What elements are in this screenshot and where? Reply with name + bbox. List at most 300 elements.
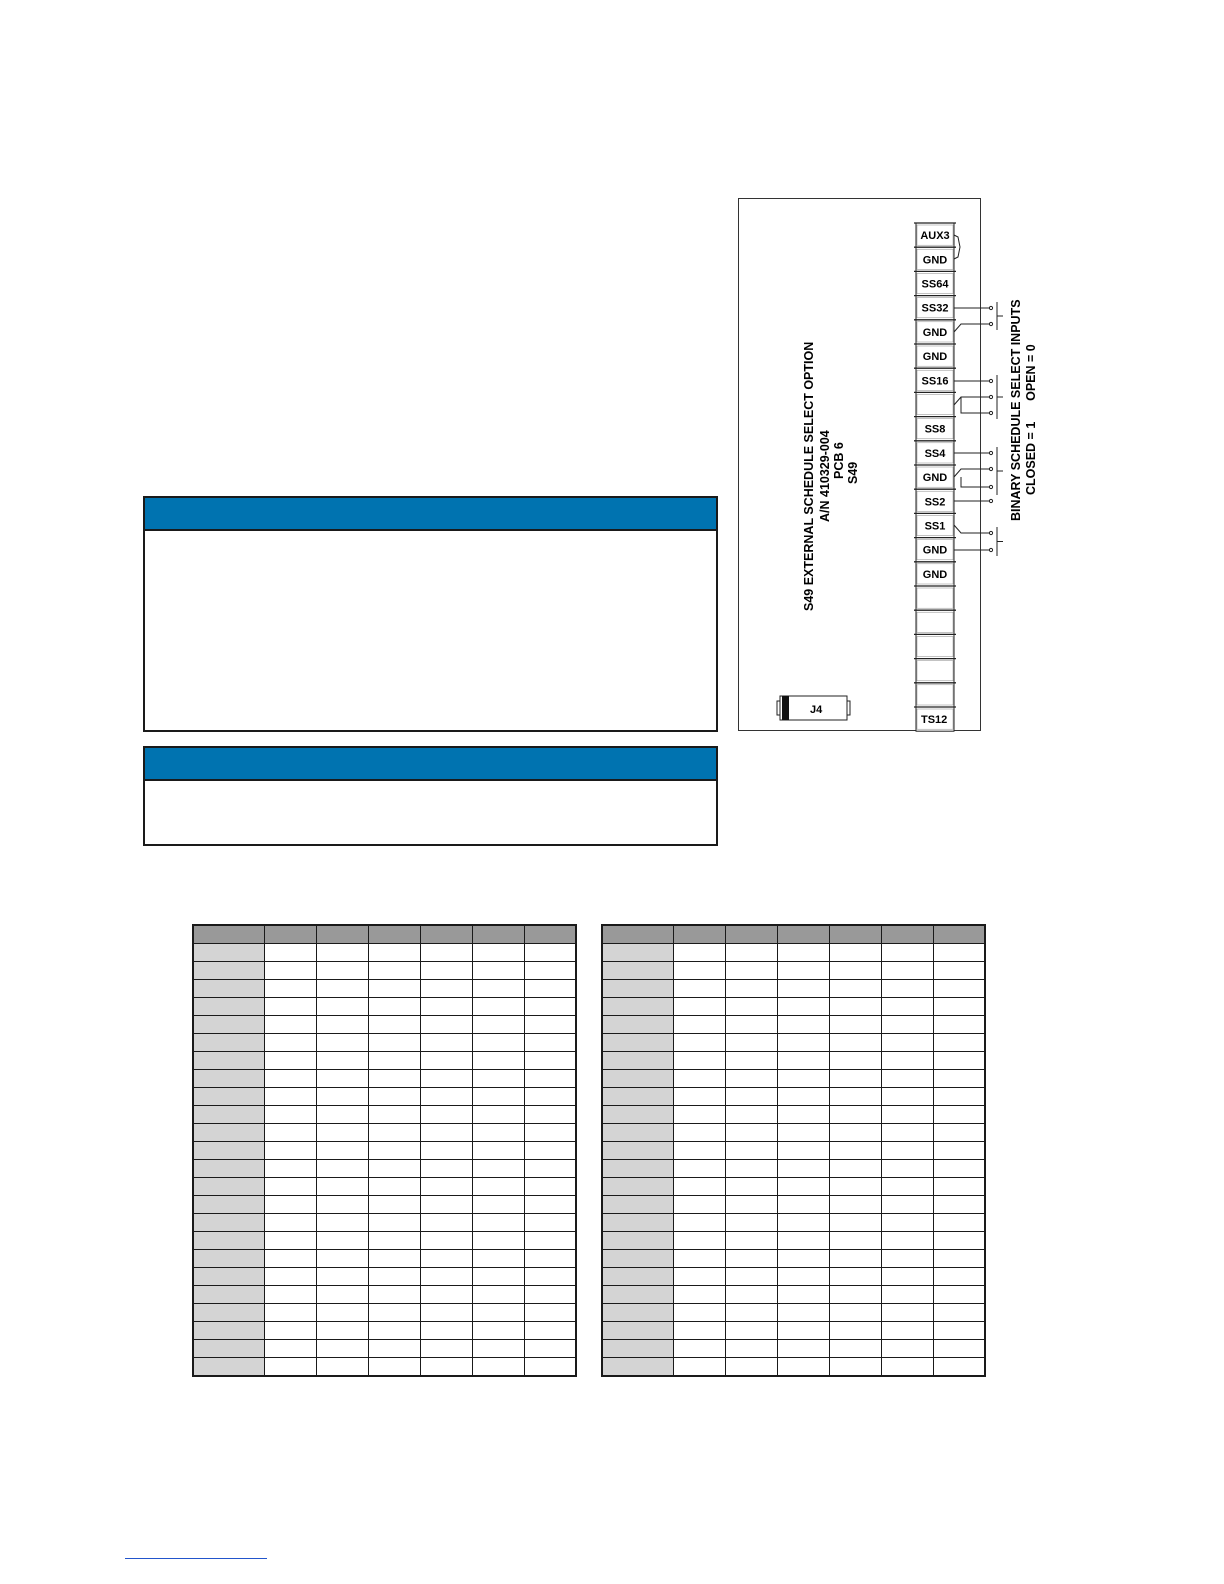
table-cell [777,1304,829,1322]
terminal-label: AUX3 [920,230,950,243]
table-cell [674,1214,726,1232]
table-cell [265,980,317,998]
table-row-header-cell [602,1214,674,1232]
table-cell [420,1106,472,1124]
table-row-header-cell [193,1322,265,1340]
wires [954,235,1003,556]
table-cell [316,1142,368,1160]
switch-contact [989,548,992,551]
table-row-header-cell [193,962,265,980]
table-row-header-cell [193,1358,265,1377]
table-header-cell [316,925,368,944]
table-cell [316,1052,368,1070]
table-cell [777,1340,829,1358]
table-cell [777,1034,829,1052]
table-row [602,1124,985,1142]
table-cell [777,1322,829,1340]
table-cell [933,1304,985,1322]
table-cell [472,1016,524,1034]
table-cell [777,1358,829,1377]
table-row [193,1340,576,1358]
table-cell [933,1142,985,1160]
table-cell [777,1124,829,1142]
table-cell [933,1286,985,1304]
table-row-header-cell [193,998,265,1016]
table-cell [881,1340,933,1358]
table-cell [674,1088,726,1106]
schedule-table-right [601,924,986,1377]
table-cell [933,1106,985,1124]
table-cell [674,1124,726,1142]
table-row [602,1322,985,1340]
table-cell [829,1304,881,1322]
table-row [193,1052,576,1070]
table-cell [472,998,524,1016]
table-cell [933,1322,985,1340]
table-row-header-cell [193,1250,265,1268]
table-cell [933,1034,985,1052]
table-cell [265,1034,317,1052]
table-cell [725,1268,777,1286]
table-cell [420,1034,472,1052]
table-cell [316,1196,368,1214]
table-cell [420,1070,472,1088]
table-cell [725,1196,777,1214]
table-header-row [193,925,576,944]
table-cell [316,1106,368,1124]
table-cell [472,1142,524,1160]
terminal-label: SS1 [924,520,946,533]
table-cell [777,1214,829,1232]
table-cell [420,962,472,980]
table-cell [829,1340,881,1358]
table-cell [777,1142,829,1160]
table-cell [777,1106,829,1124]
table-cell [777,1178,829,1196]
table-header-cell [829,925,881,944]
table-cell [829,980,881,998]
table-row [602,1160,985,1178]
table-cell [881,1322,933,1340]
table-row-header-cell [193,1124,265,1142]
table-cell [265,1178,317,1196]
table-cell [777,1088,829,1106]
table-cell [725,1124,777,1142]
table-cell [265,1142,317,1160]
table-cell [674,1142,726,1160]
table-header-cell [193,925,265,944]
table-row-header-cell [193,1178,265,1196]
diagram-title-line-4: S49 [846,461,860,484]
table-cell [316,944,368,962]
table-cell [725,1304,777,1322]
switch-contact [989,531,992,534]
table-row [602,998,985,1016]
table-header-cell [777,925,829,944]
terminal-label: GND [922,326,948,339]
table-cell [524,1070,576,1088]
table-cell [368,1160,420,1178]
wire [954,324,989,332]
table-cell [674,1106,726,1124]
table-cell [881,944,933,962]
table-row [193,998,576,1016]
table-row [193,1160,576,1178]
table-cell [420,1304,472,1322]
table-cell [933,1232,985,1250]
connector-j4 [777,696,850,720]
table-cell [265,1268,317,1286]
table-row [193,1034,576,1052]
diagram-title-line-1: S49 EXTERNAL SCHEDULE SELECT OPTION [802,341,816,611]
table-cell [368,1340,420,1358]
table-cell [368,1142,420,1160]
table-cell [368,1034,420,1052]
note-box-1-banner [145,498,716,531]
table-cell [881,1160,933,1178]
table-cell [881,1178,933,1196]
table-cell [725,944,777,962]
wire [954,525,989,533]
wiring-diagram [738,198,1038,731]
table-cell [829,1142,881,1160]
table-row-header-cell [193,1196,265,1214]
table-cell [777,1196,829,1214]
table-cell [725,1358,777,1377]
table-cell [674,1286,726,1304]
table-cell [265,1106,317,1124]
table-cell [933,980,985,998]
table-cell [368,1052,420,1070]
table-cell [368,998,420,1016]
table-cell [933,1088,985,1106]
table-cell [368,1124,420,1142]
table-cell [829,1232,881,1250]
table-header-cell [420,925,472,944]
table-row [602,1232,985,1250]
terminal-block-label: TS12 [921,714,948,726]
footer-rule [125,1558,267,1559]
terminal-label: SS16 [921,375,949,388]
table-cell [420,1178,472,1196]
table-cell [472,1106,524,1124]
table-cell [316,1286,368,1304]
table-cell [829,962,881,980]
table-cell [674,1232,726,1250]
table-cell [265,1304,317,1322]
table-cell [420,1088,472,1106]
table-cell [420,1142,472,1160]
table-cell [725,1016,777,1034]
table-row [602,1034,985,1052]
table-cell [316,1160,368,1178]
table-row [193,1088,576,1106]
table-cell [881,1088,933,1106]
table-cell [725,980,777,998]
table-row-header-cell [602,998,674,1016]
table-row [602,1088,985,1106]
table-cell [524,1232,576,1250]
table-cell [524,1214,576,1232]
table-cell [725,1160,777,1178]
table-cell [725,962,777,980]
table-cell [829,998,881,1016]
connector-label: J4 [810,704,823,716]
table-cell [777,1052,829,1070]
table-cell [368,1106,420,1124]
table-header-cell [881,925,933,944]
input-caption-line-1: BINARY SCHEDULE SELECT INPUTS [1009,299,1023,521]
table-cell [524,1142,576,1160]
table-header-cell [933,925,985,944]
table-row [193,1070,576,1088]
switch-contact [989,379,992,382]
table-cell [881,1124,933,1142]
table-cell [881,1142,933,1160]
wire [954,397,989,405]
table-row [602,1142,985,1160]
table-cell [368,1322,420,1340]
table-row [602,1250,985,1268]
table-cell [725,1052,777,1070]
table-row-header-cell [193,980,265,998]
table-row-header-cell [602,944,674,962]
input-caption-line-2: CLOSED = 1 OPEN = 0 [1024,344,1038,495]
table-row-header-cell [193,1106,265,1124]
table-cell [674,1016,726,1034]
table-cell [829,944,881,962]
table-cell [420,1322,472,1340]
table-cell [829,1160,881,1178]
table-cell [316,1214,368,1232]
table-cell [933,1250,985,1268]
table-cell [725,1178,777,1196]
table-row [193,962,576,980]
table-row-header-cell [193,1034,265,1052]
table-cell [829,1070,881,1088]
table-row-header-cell [602,1232,674,1250]
table-cell [933,1052,985,1070]
terminal-label: SS64 [921,278,949,291]
table-header-cell [368,925,420,944]
table-cell [472,1178,524,1196]
table-row [193,980,576,998]
table-cell [777,1160,829,1178]
table-cell [420,980,472,998]
table-row [193,1196,576,1214]
table-cell [933,962,985,980]
table-row [602,1214,985,1232]
table-row-header-cell [602,1322,674,1340]
table-cell [674,1160,726,1178]
table-cell [316,1124,368,1142]
table-cell [777,980,829,998]
table-cell [881,1268,933,1286]
table-cell [725,1142,777,1160]
switch-contact [989,306,992,309]
diagram-title-line-3: PCB 6 [832,442,846,479]
table-cell [524,962,576,980]
table-header-cell [602,925,674,944]
table-cell [420,1124,472,1142]
table-row-header-cell [193,1016,265,1034]
table-row [602,1070,985,1088]
table-cell [316,1016,368,1034]
table-cell [316,1088,368,1106]
table-row-header-cell [602,1088,674,1106]
table-cell [265,1088,317,1106]
table-cell [368,980,420,998]
table-cell [265,1052,317,1070]
table-cell [472,1340,524,1358]
note-box-2-banner [145,748,716,781]
table-row-header-cell [193,1214,265,1232]
note-box-1 [143,496,718,732]
table-cell [265,1322,317,1340]
table-cell [368,1358,420,1377]
table-cell [829,1358,881,1377]
table-cell [881,1250,933,1268]
table-cell [524,1106,576,1124]
table-cell [674,1322,726,1340]
table-cell [524,1034,576,1052]
table-cell [420,944,472,962]
table-cell [420,1286,472,1304]
table-cell [265,1160,317,1178]
table-cell [368,1250,420,1268]
table-cell [368,1070,420,1088]
table-row [193,1286,576,1304]
table-cell [881,962,933,980]
table-cell [829,1178,881,1196]
table-cell [420,1016,472,1034]
table-header-cell [725,925,777,944]
table-row [602,1286,985,1304]
schedule-table-left [192,924,577,1377]
table-cell [420,1250,472,1268]
table-cell [316,962,368,980]
table-cell [881,1070,933,1088]
table-row [602,1016,985,1034]
table-cell [265,1124,317,1142]
table-cell [524,1340,576,1358]
table-header-cell [674,925,726,944]
table-cell [524,980,576,998]
table-cell [368,1304,420,1322]
table-cell [674,1070,726,1088]
table-row-header-cell [193,1232,265,1250]
table-row [193,1358,576,1377]
table-row-header-cell [602,1304,674,1322]
table-cell [472,1034,524,1052]
table-cell [881,1232,933,1250]
table-cell [420,1358,472,1377]
table-cell [265,998,317,1016]
table-row [193,1304,576,1322]
switch-contact [989,499,992,502]
table-row-header-cell [602,1358,674,1377]
table-cell [524,1196,576,1214]
table-cell [420,1232,472,1250]
table-cell [881,1358,933,1377]
switch-bracket [997,447,1003,495]
table-row [193,1016,576,1034]
wire [961,477,989,487]
table-cell [881,1052,933,1070]
table-row-header-cell [602,1250,674,1268]
table-cell [777,1016,829,1034]
table-cell [777,962,829,980]
table-row-header-cell [602,1070,674,1088]
switch-contact [989,411,992,414]
table-cell [368,1016,420,1034]
table-cell [725,1232,777,1250]
table-cell [265,944,317,962]
table-cell [265,1070,317,1088]
table-row-header-cell [602,1286,674,1304]
table-cell [368,1268,420,1286]
table-cell [472,1088,524,1106]
wire [961,397,989,413]
table-row [193,1268,576,1286]
table-cell [674,944,726,962]
table-cell [674,980,726,998]
table-cell [933,1358,985,1377]
table-cell [674,1178,726,1196]
table-row-header-cell [193,1304,265,1322]
table-cell [933,1214,985,1232]
table-cell [368,1286,420,1304]
terminal-label: GND [922,254,948,267]
table-cell [472,962,524,980]
table-cell [472,1214,524,1232]
table-cell [777,1232,829,1250]
table-cell [725,1214,777,1232]
table-cell [472,1070,524,1088]
table-row [193,1214,576,1232]
table-cell [265,1286,317,1304]
table-cell [524,944,576,962]
table-row-header-cell [602,1016,674,1034]
table-cell [524,1160,576,1178]
table-row [602,1106,985,1124]
table-cell [725,1286,777,1304]
table-cell [472,1268,524,1286]
table-cell [265,962,317,980]
table-cell [725,1070,777,1088]
table-row [602,962,985,980]
table-cell [420,1160,472,1178]
table-cell [316,1304,368,1322]
table-cell [829,1052,881,1070]
table-cell [829,1124,881,1142]
table-cell [725,1034,777,1052]
table-cell [829,1322,881,1340]
table-row-header-cell [602,1340,674,1358]
table-cell [420,1268,472,1286]
table-cell [316,1070,368,1088]
table-cell [777,1286,829,1304]
table-cell [368,1196,420,1214]
table-cell [725,1088,777,1106]
table-cell [316,1178,368,1196]
table-cell [524,1016,576,1034]
table-cell [368,1232,420,1250]
table-cell [933,944,985,962]
table-row [193,944,576,962]
table-cell [472,1304,524,1322]
table-row-header-cell [193,1088,265,1106]
